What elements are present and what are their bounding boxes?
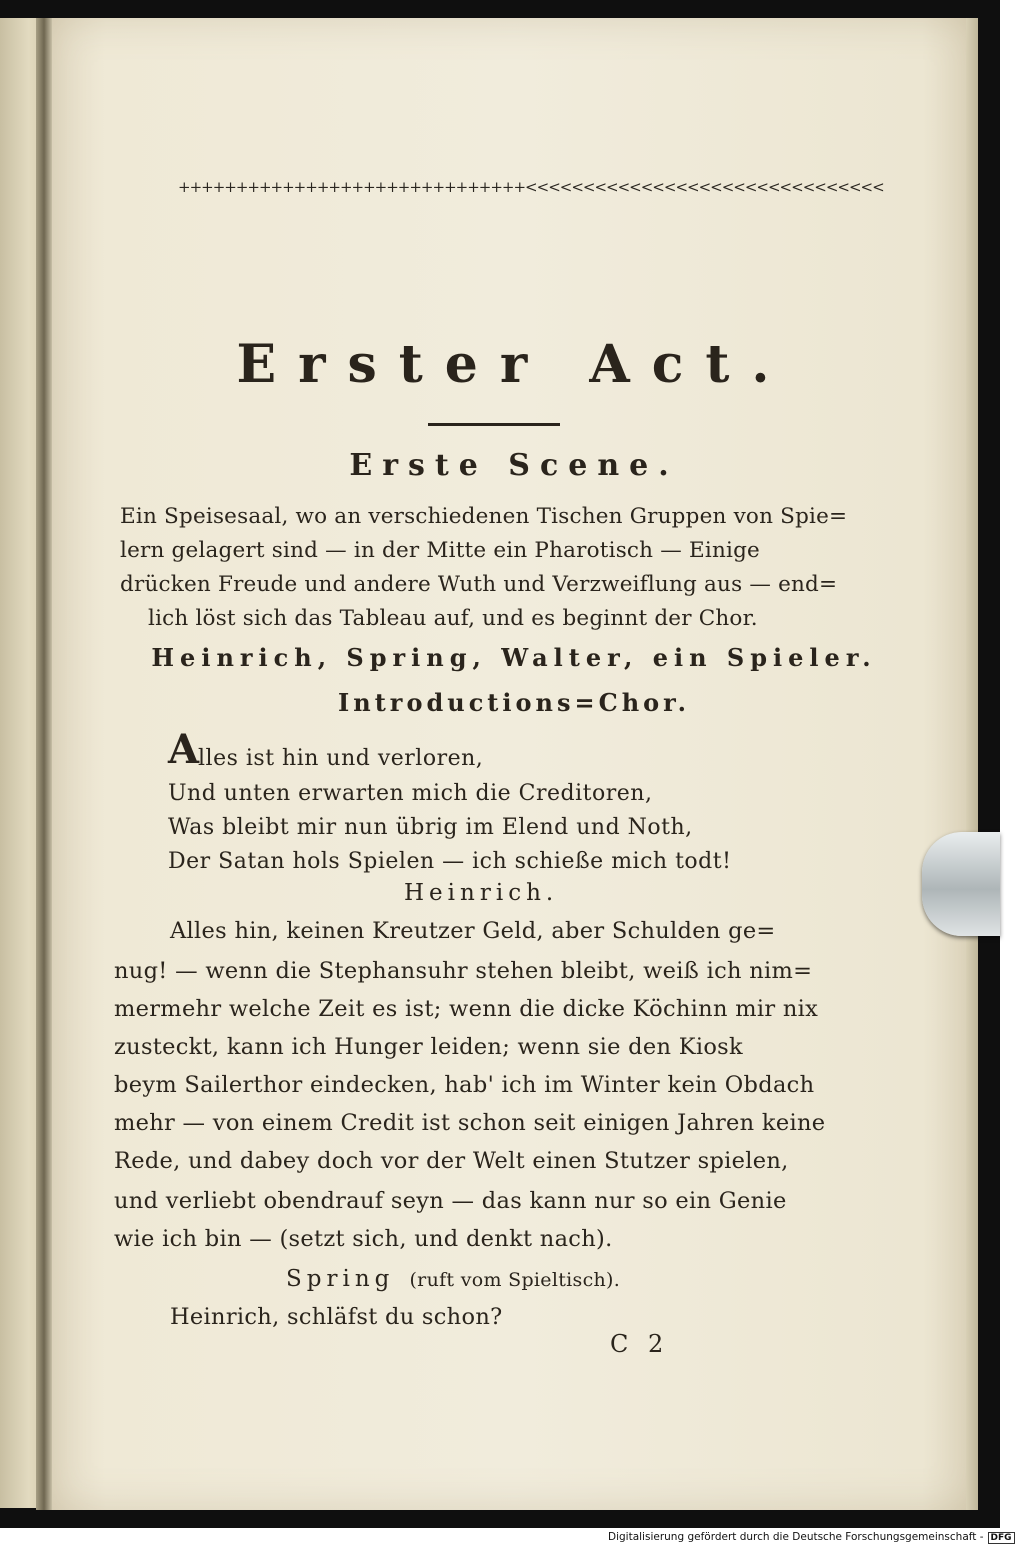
- verse-line: Der Satan hols Spielen — ich schieße mich todt!: [168, 849, 732, 874]
- chorus-title: Introductions=Chor.: [338, 688, 690, 717]
- act-title: Erster Act.: [236, 334, 792, 395]
- verse-dropcap: A: [168, 726, 200, 773]
- speech-line: mermehr welche Zeit es ist; wenn die dicke Köchinn mir nix: [114, 996, 819, 1022]
- verse-line: Und unten erwarten mich die Creditoren,: [168, 781, 653, 806]
- verse-line: Was bleibt mir nun übrig im Elend und Noth,: [168, 815, 693, 840]
- speech-line: mehr — von einem Credit ist schon seit einigen Jahren keine: [114, 1110, 826, 1136]
- page-clip: [922, 832, 1000, 936]
- book-page: [50, 18, 978, 1510]
- ornamental-rule: ++++++++++++++++++++++++++++++<<<<<<<<<<<<<<<<<<<<<<<<<<<<<<<: [178, 178, 884, 196]
- speech-line: Alles hin, keinen Kreutzer Geld, aber Schulden ge=: [170, 918, 776, 944]
- speech-line: Heinrich, schläfst du schon?: [170, 1304, 503, 1330]
- stage-direction-line: Ein Speisesaal, wo an verschiedenen Tischen Gruppen von Spie=: [120, 504, 848, 529]
- verse-line: lles ist hin und verloren,: [198, 746, 484, 771]
- footer-credit: [608, 1531, 1012, 1547]
- speaker-name: Heinrich.: [404, 880, 559, 906]
- signature-mark: C 2: [610, 1330, 670, 1358]
- stage-direction-line: drücken Freude und andere Wuth und Verzweiflung aus — end=: [120, 572, 838, 597]
- speech-line: zusteckt, kann ich Hunger leiden; wenn sie den Kiosk: [114, 1034, 743, 1060]
- stage-direction-line: lern gelagert sind — in der Mitte ein Pharotisch — Einige: [120, 538, 760, 563]
- speaker-name: Spring: [286, 1266, 395, 1292]
- title-rule: [428, 423, 560, 426]
- footer-text: Digitalisierung gefördert durch die Deutsche Forschungsgemeinschaft -: [608, 1531, 984, 1543]
- scene-title: Erste Scene.: [349, 448, 679, 483]
- speech-line: Rede, und dabey doch vor der Welt einen Stutzer spielen,: [114, 1148, 789, 1174]
- speech-line: beym Sailerthor eindecken, hab' ich im Winter kein Obdach: [114, 1072, 815, 1098]
- speech-line: und verliebt obendrauf seyn — das kann nur so ein Genie: [114, 1188, 787, 1214]
- book-gutter: [36, 18, 52, 1510]
- speech-line: wie ich bin — (setzt sich, und denkt nach).: [114, 1226, 613, 1252]
- cast-list: Heinrich, Spring, Walter, ein Spieler.: [151, 643, 877, 672]
- page-edge: [966, 18, 978, 1510]
- speaker-direction: (ruft vom Spieltisch).: [409, 1269, 621, 1291]
- speech-line: nug! — wenn die Stephansuhr stehen bleibt, weiß ich nim=: [114, 958, 813, 984]
- stage-direction-line: lich löst sich das Tableau auf, und es beginnt der Chor.: [148, 606, 758, 631]
- speaker-line: [286, 1266, 620, 1292]
- dfg-logo: DFG: [988, 1532, 1015, 1544]
